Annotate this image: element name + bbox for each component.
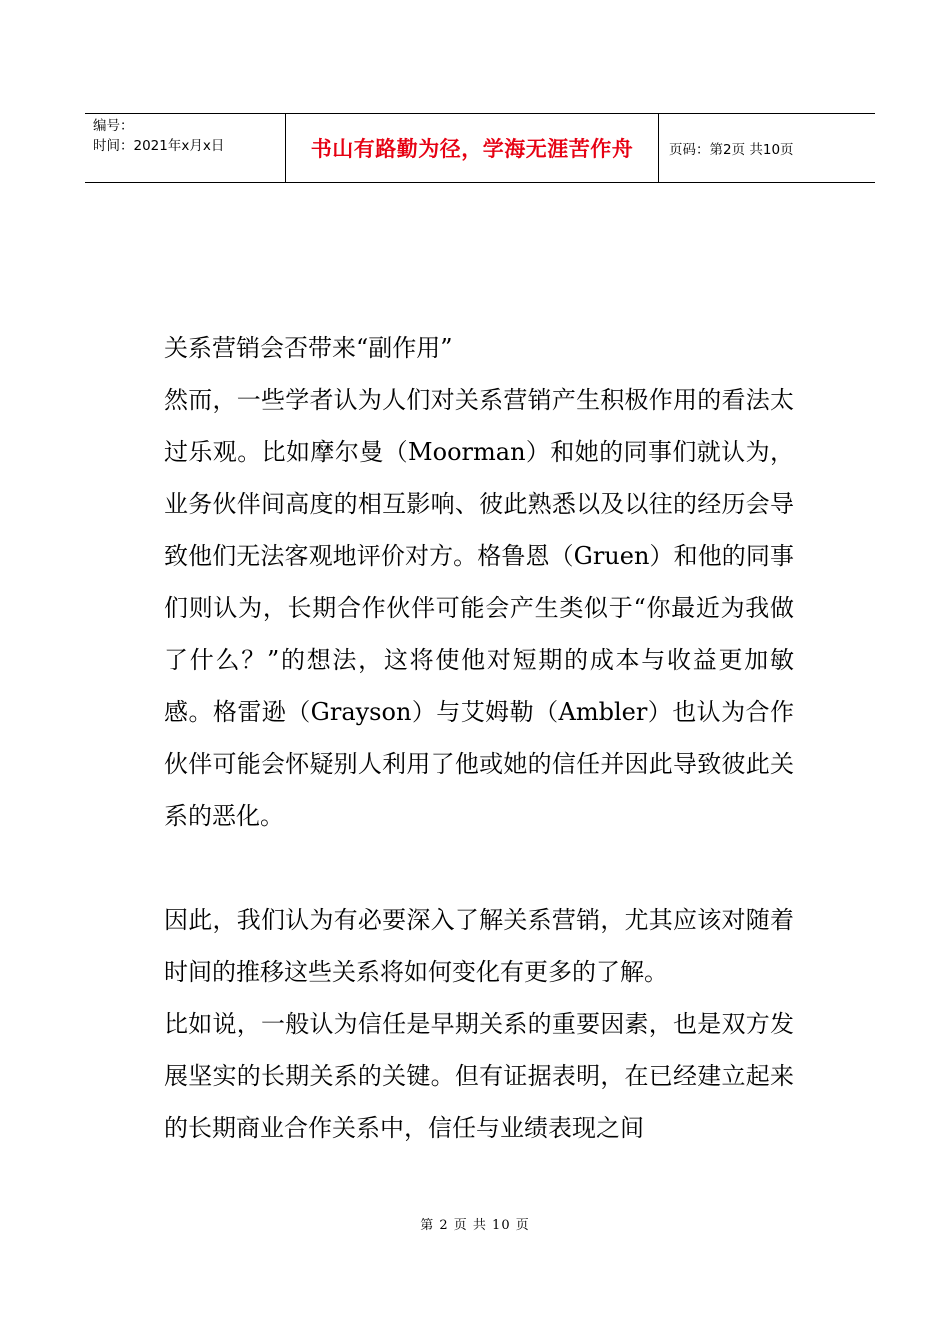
- header-time-label: 时间：2021年x月x日: [93, 138, 225, 154]
- header-meta: [85, 114, 286, 182]
- paragraph-spacer: [164, 842, 794, 894]
- article-paragraph-1: 然而，一些学者认为人们对关系营销产生积极作用的看法太过乐观。比如摩尔曼（Moorman）和她的同事们就认为，业务伙伴间高度的相互影响、彼此熟悉以及以往的经历会导致他们无法客观地评价对方。格鲁恩（Gruen）和他的同事们则认为，长期合作伙伴可能会产生类似于“你最近为我做了什么？”的想法，这将使他对短期的成本与收益更加敏感。格雷逊（Grayson）与艾姆勒（Ambler）也认为合作伙伴可能会怀疑别人利用了他或她的信任并因此导致彼此关系的恶化。: [164, 386, 794, 830]
- article-body: [164, 322, 794, 1154]
- document-header: [85, 113, 875, 183]
- header-page-cell: [659, 114, 875, 182]
- header-motto-cell: [286, 114, 659, 182]
- header-page-label: 页码：第2页 共10页: [669, 142, 794, 158]
- header-number-label: 编号：: [93, 118, 134, 134]
- article-title: 关系营销会否带来“副作用”: [164, 334, 453, 362]
- article-paragraph-3: 比如说，一般认为信任是早期关系的重要因素，也是双方发展坚实的长期关系的关键。但有证据表明，在已经建立起来的长期商业合作关系中，信任与业绩表现之间: [164, 1010, 794, 1142]
- header-motto: 书山有路勤为径，学海无涯苦作舟: [310, 137, 634, 161]
- page-footer: 第 2 页 共 10 页: [420, 1218, 530, 1233]
- article-paragraph-2: 因此，我们认为有必要深入了解关系营销，尤其应该对随着时间的推移这些关系将如何变化有更多的了解。: [164, 906, 794, 986]
